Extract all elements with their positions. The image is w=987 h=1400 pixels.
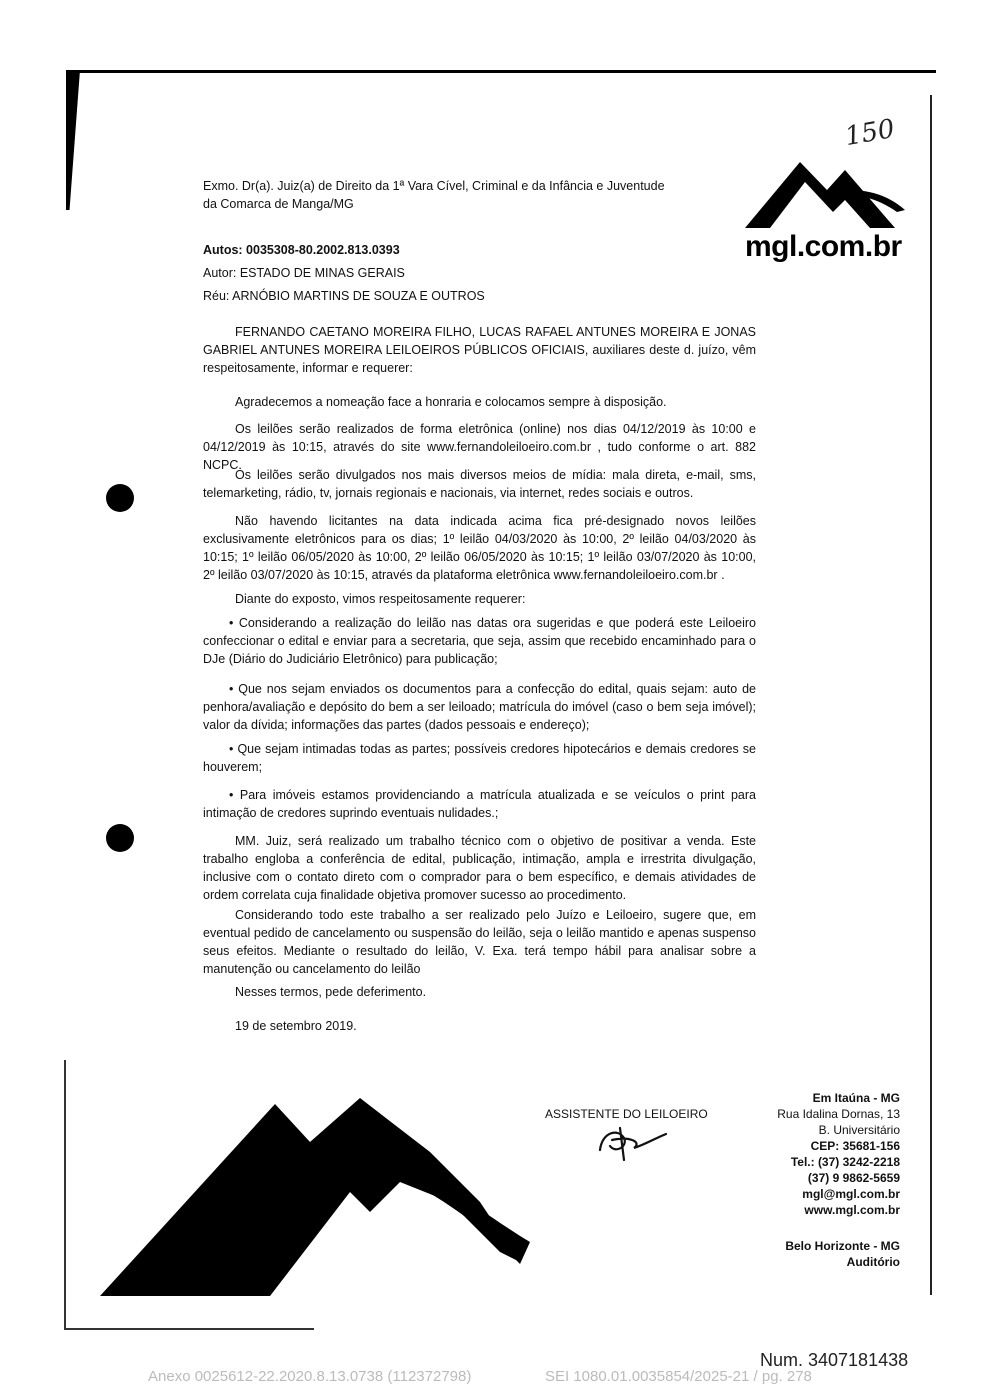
scan-border-right	[930, 95, 932, 1295]
mgl-mountain-logo	[745, 150, 905, 230]
request-item-4: • Para imóveis estamos providenciando a matrícula atualizada e se veículos o print para intimação de credores suprindo eventuais nulidades.;	[203, 788, 756, 820]
mountain-watermark-graphic	[100, 1092, 530, 1298]
contact-block	[730, 1090, 900, 1270]
handwritten-signature	[590, 1122, 670, 1162]
paragraph-media: Os leilões serão divulgados nos mais diversos meios de mídia: mala direta, e-mail, sms, telemarketing, rádio, tv, jornais regionais e nacionais, via internet, redes sociais e outros.	[203, 468, 756, 500]
closing-line: Nesses termos, pede deferimento.	[235, 985, 427, 999]
scan-border-left-bottom	[64, 1060, 66, 1330]
office-district: B. Universitário	[818, 1123, 900, 1137]
office-cep: CEP: 35681-156	[810, 1139, 900, 1153]
scan-border-top	[66, 70, 936, 73]
office-email: mgl@mgl.com.br	[802, 1187, 900, 1201]
request-item-2: • Que nos sejam enviados os documentos para a confecção do edital, quais sejam: auto de penhora/avaliação e depósito do bem a ser leiloado; matrícula do imóvel (caso o bem seja imóvel); valor da dívida; informações das partes (dados pessoais e endereço);	[203, 682, 756, 732]
case-defendant: Réu: ARNÓBIO MARTINS DE SOUZA E OUTROS	[203, 289, 485, 303]
sei-reference: SEI 1080.01.0035854/2025-21 / pg. 278	[545, 1368, 812, 1385]
request-item-3: • Que sejam intimadas todas as partes; possíveis credores hipotecários e demais credores se houverem;	[203, 742, 756, 774]
punch-hole-lower	[106, 824, 134, 852]
paragraph-auction-dates: Os leilões serão realizados de forma eletrônica (online) nos dias 04/12/2019 às 10:00 e 04/12/2019 às 10:15, através do site www.fernandoleiloeiro.com.br , tudo conforme o art. 882 NCPC.	[203, 422, 756, 472]
paragraph-cancellation: Considerando todo este trabalho a ser realizado pelo Juízo e Leiloeiro, sugere que, em eventual pedido de cancelamento ou suspensão do leilão, seja o leilão mantido e apenas suspenso seus efeitos. Mediante o resultado do leilão, V. Exa. terá tempo hábil para analisar sobre a manutenção ou cancelamento do leilão	[203, 908, 756, 976]
logo-text: mgl.com.br	[745, 230, 902, 263]
document-date: 19 de setembro 2019.	[235, 1019, 357, 1033]
intro-paragraph: FERNANDO CAETANO MOREIRA FILHO, LUCAS RAFAEL ANTUNES MOREIRA E JONAS GABRIEL ANTUNES MOREIRA LEILOEIROS PÚBLICOS OFICIAIS, auxiliares deste d. juízo, vêm respeitosamente, informar e requerer:	[203, 325, 756, 375]
punch-hole-upper	[106, 484, 134, 512]
scan-border-left-wedge	[66, 70, 80, 210]
paragraph-requests-intro: Diante do exposto, vimos respeitosamente requerer:	[235, 592, 526, 606]
scan-border-bottom	[64, 1328, 314, 1330]
office-auditorium: Auditório	[846, 1255, 900, 1269]
handwritten-page-number: 150	[842, 113, 897, 153]
paragraph-thanks: Agradecemos a nomeação face a honraria e colocamos sempre à disposição.	[235, 395, 667, 409]
office-street: Rua Idalina Dornas, 13	[777, 1107, 900, 1121]
case-author: Autor: ESTADO DE MINAS GERAIS	[203, 266, 405, 280]
office-phone: Tel.: (37) 3242-2218	[790, 1155, 900, 1169]
office-city-itauna: Em Itaúna - MG	[812, 1091, 900, 1105]
paragraph-technical-work: MM. Juiz, será realizado um trabalho técnico com o objetivo de positivar a venda. Este trabalho engloba a conferência de edital, publicação, intimação, ampla e irrestrita divulgação, inclusive com o contato direto com o comprador para o bem específico, e demais atividades de ordem correlata cuja finalidade objetiva promover sucesso ao procedimento.	[203, 834, 756, 902]
case-number: Autos: 0035308-80.2002.813.0393	[203, 243, 400, 257]
annex-reference: Anexo 0025612-22.2020.8.13.0738 (112372798)	[148, 1368, 472, 1385]
addressee: Exmo. Dr(a). Juiz(a) de Direito da 1ª Vara Cível, Criminal e da Infância e Juventude da Comarca de Manga/MG	[203, 179, 665, 211]
office-city-bh: Belo Horizonte - MG	[785, 1239, 900, 1253]
office-cellphone: (37) 9 9862-5659	[807, 1171, 900, 1185]
document-number: Num. 3407181438	[760, 1350, 909, 1370]
paragraph-new-auctions: Não havendo licitantes na data indicada acima fica pré-designado novos leilões exclusivamente eletrônicos para os dias; 1º leilão 04/03/2020 às 10:00, 2º leilão 04/03/2020 às 10:15; 1º leilão 06/05/2020 às 10:00, 2º leilão 06/05/2020 às 10:15; 1º leilão 03/07/2020 às 10:00, 2º leilão 03/07/2020 às 10:15, através da plataforma eletrônica www.fernandoleiloeiro.com.br .	[203, 514, 756, 582]
office-website: www.mgl.com.br	[804, 1203, 900, 1217]
request-item-1: • Considerando a realização do leilão nas datas ora sugeridas e que poderá este Leiloeiro confeccionar o edital e enviar para a secretaria, que seja, assim que recebido encaminhado para o DJe (Diário do Judiciário Eletrônico) para publicação;	[203, 616, 756, 666]
signature-label: ASSISTENTE DO LEILOEIRO	[545, 1107, 708, 1121]
